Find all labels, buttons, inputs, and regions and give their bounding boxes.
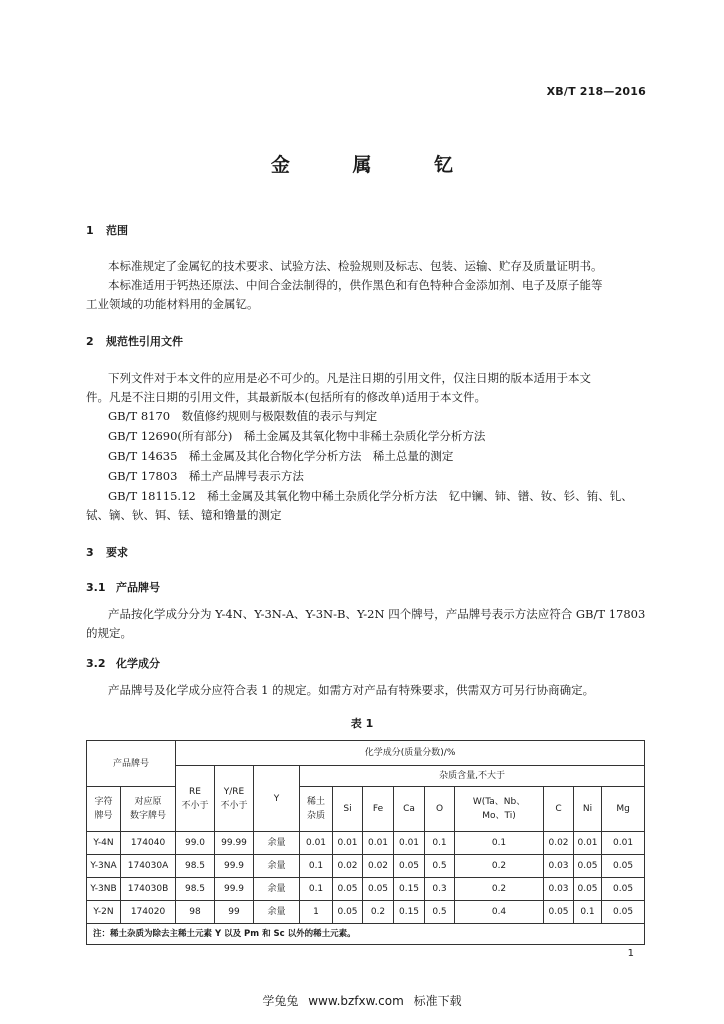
- table-cell: 0.05: [544, 901, 574, 924]
- table-cell: 99.0: [176, 832, 215, 855]
- reference-item: GB/T 14635 稀土金属及其化合物化学分析方法 稀土总量的测定: [108, 449, 454, 463]
- document-title: 金 属 钇: [270, 154, 482, 176]
- table-cell: 0.01: [574, 832, 602, 855]
- table-cell: 0.5: [425, 901, 455, 924]
- section-1-heading: [86, 222, 128, 238]
- reference-item: GB/T 12690(所有部分) 稀土金属及其氧化物中非稀土杂质化学分析方法: [108, 429, 486, 443]
- table-cell: 1: [300, 901, 333, 924]
- table-cell: 0.1: [300, 855, 333, 878]
- header-ca: Ca: [394, 787, 425, 832]
- section-3-2-heading: [86, 655, 160, 671]
- table-cell: 98: [176, 901, 215, 924]
- header-char-grade: 字符 牌号: [87, 787, 121, 832]
- table-cell: 0.4: [455, 901, 544, 924]
- table-cell: 0.1: [455, 832, 544, 855]
- header-rare-earth-impurity: 稀土 杂质: [300, 787, 333, 832]
- table-cell: 174040: [121, 832, 176, 855]
- table-cell: 98.5: [176, 855, 215, 878]
- table-cell: 174020: [121, 901, 176, 924]
- table-cell: 0.2: [455, 855, 544, 878]
- section-number: 2: [86, 335, 94, 348]
- table-cell: 99.9: [215, 855, 254, 878]
- section-3-heading: [86, 544, 128, 560]
- header-chemical-composition: 化学成分(质量分数)/%: [176, 741, 645, 766]
- section-1-para-2-line-1: 本标准适用于钙热还原法、中间合金法制得的，供作黑色和有色特种合金添加剂、电子及原子能等: [108, 278, 603, 292]
- table-cell: 余量: [254, 832, 300, 855]
- reference-item: GB/T 8170 数值修约规则与极限数值的表示与判定: [108, 409, 378, 423]
- table-cell: 0.15: [394, 901, 425, 924]
- section-3-2-para: 产品牌号及化学成分应符合表 1 的规定。如需方对产品有特殊要求，供需双方可另行协商确定。: [108, 683, 595, 697]
- table-cell: 0.03: [544, 855, 574, 878]
- section-number: 3.2: [86, 657, 106, 670]
- table-cell: 99.99: [215, 832, 254, 855]
- table-cell: 0.05: [333, 901, 363, 924]
- table-cell: 0.05: [602, 878, 645, 901]
- table-caption: 表 1: [350, 717, 374, 730]
- section-number: 3.1: [86, 581, 106, 594]
- reference-item: GB/T 17803 稀土产品牌号表示方法: [108, 469, 304, 483]
- table-cell: 余量: [254, 878, 300, 901]
- table-cell: 0.05: [574, 878, 602, 901]
- header-product-grade: 产品牌号: [87, 741, 176, 787]
- section-number: 3: [86, 546, 94, 559]
- chemical-composition-table: [86, 740, 645, 945]
- table-cell: 0.05: [333, 878, 363, 901]
- table-cell: 0.1: [300, 878, 333, 901]
- table-cell: 0.02: [333, 855, 363, 878]
- table-cell: 0.05: [363, 878, 394, 901]
- table-cell: 174030B: [121, 878, 176, 901]
- standard-code: XB/T 218—2016: [546, 85, 646, 98]
- header-re: RE 不小于: [176, 766, 215, 832]
- table-cell: 0.01: [602, 832, 645, 855]
- table-cell: Y-3NB: [87, 878, 121, 901]
- table-cell: 0.02: [544, 832, 574, 855]
- table-cell: 99: [215, 901, 254, 924]
- header-ni: Ni: [574, 787, 602, 832]
- table-cell: 0.1: [425, 832, 455, 855]
- page-number: 1: [627, 948, 634, 959]
- table-cell: 0.05: [602, 901, 645, 924]
- table-cell: 0.01: [394, 832, 425, 855]
- section-title: 化学成分: [116, 657, 160, 670]
- header-fe: Fe: [363, 787, 394, 832]
- reference-item: GB/T 18115.12 稀土金属及其氧化物中稀土杂质化学分析方法 钇中镧、铈、镨、钕、钐、铕、钆、: [108, 489, 633, 503]
- table-cell: 0.2: [363, 901, 394, 924]
- table-cell: 0.01: [363, 832, 394, 855]
- table-cell: Y-4N: [87, 832, 121, 855]
- section-number: 1: [86, 224, 94, 237]
- table-cell: 0.03: [544, 878, 574, 901]
- table-cell: 0.2: [455, 878, 544, 901]
- reference-item-continued: 铽、镝、钬、铒、铥、镱和镥量的测定: [86, 508, 282, 522]
- section-1-para-1: 本标准规定了金属钇的技术要求、试验方法、检验规则及标志、包装、运输、贮存及质量证明书。: [108, 259, 603, 273]
- table-cell: 0.05: [602, 855, 645, 878]
- table-cell: 0.05: [574, 855, 602, 878]
- table-row: [87, 878, 645, 901]
- table-cell: 余量: [254, 855, 300, 878]
- header-impurity: 杂质含量,不大于: [300, 766, 645, 787]
- table-cell: 0.05: [394, 855, 425, 878]
- table-cell: 0.1: [574, 901, 602, 924]
- table-row: [87, 901, 645, 924]
- section-title: 范围: [106, 224, 128, 237]
- table-cell: 0.15: [394, 878, 425, 901]
- table-cell: 0.3: [425, 878, 455, 901]
- section-title: 要求: [106, 546, 128, 559]
- section-3-1-para-line-1: 产品按化学成分分为 Y-4N、Y-3N-A、Y-3N-B、Y-2N 四个牌号，产品牌号表示方法应符合 GB/T 17803: [108, 607, 646, 621]
- section-3-1-para-line-2: 的规定。: [86, 626, 132, 640]
- table-cell: 174030A: [121, 855, 176, 878]
- table-row: [87, 832, 645, 855]
- section-2-para-line-1: 下列文件对于本文件的应用是必不可少的。凡是注日期的引用文件，仅注日期的版本适用于本文: [108, 371, 591, 385]
- table-cell: 0.01: [300, 832, 333, 855]
- table-cell: 余量: [254, 901, 300, 924]
- table-cell: Y-2N: [87, 901, 121, 924]
- header-y-re: Y/RE 不小于: [215, 766, 254, 832]
- table-cell: 0.5: [425, 855, 455, 878]
- section-title: 规范性引用文件: [106, 335, 183, 348]
- table-cell: Y-3NA: [87, 855, 121, 878]
- table-cell: 98.5: [176, 878, 215, 901]
- header-numeric-grade: 对应原 数字牌号: [121, 787, 176, 832]
- header-y: Y: [254, 766, 300, 832]
- table-row: [87, 855, 645, 878]
- table-cell: 99.9: [215, 878, 254, 901]
- header-mg: Mg: [602, 787, 645, 832]
- section-title: 产品牌号: [116, 581, 160, 594]
- table-cell: 0.01: [333, 832, 363, 855]
- section-1-para-2-line-2: 工业领域的功能材料用的金属钇。: [86, 297, 259, 311]
- header-si: Si: [333, 787, 363, 832]
- header-w: W(Ta、Nb、 Mo、Ti): [455, 787, 544, 832]
- header-c: C: [544, 787, 574, 832]
- header-o: O: [425, 787, 455, 832]
- table-cell: 0.02: [363, 855, 394, 878]
- footer-watermark: 学兔兔 www.bzfxw.com 标准下载: [262, 994, 462, 1008]
- section-2-heading: [86, 333, 183, 349]
- section-3-1-heading: [86, 579, 160, 595]
- section-2-para-line-2: 件。凡是不注日期的引用文件，其最新版本(包括所有的修改单)适用于本文件。: [86, 390, 486, 404]
- table-note: 注：稀土杂质为除去主稀土元素 Y 以及 Pm 和 Sc 以外的稀土元素。: [87, 924, 645, 945]
